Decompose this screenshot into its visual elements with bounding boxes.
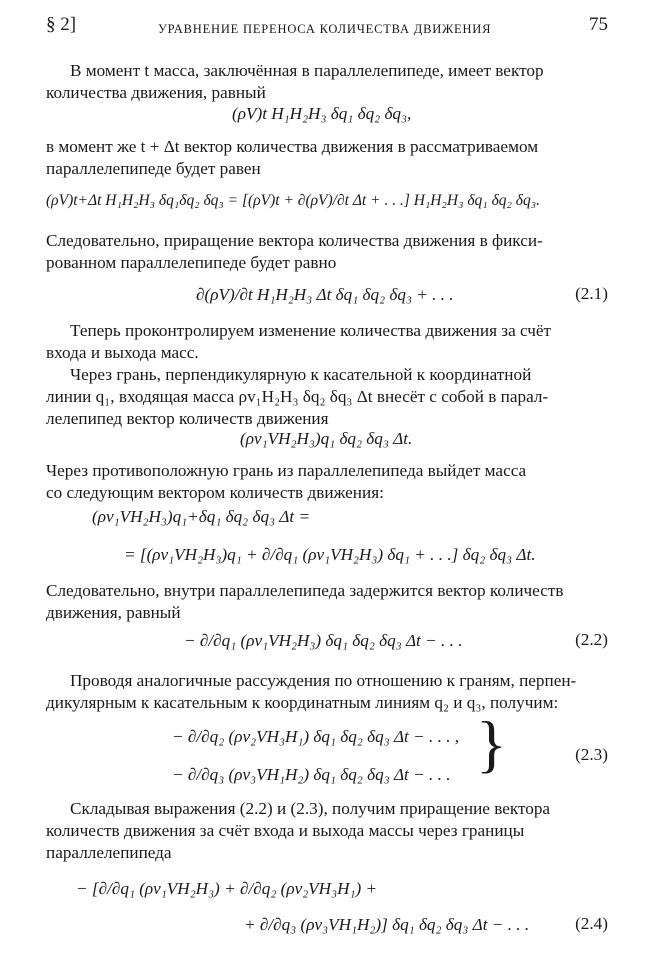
formula: = [(ρv₁VH₂H₃)q₁ + ∂/∂q₁ (ρv₁VH₂H₃) δq₁ + . . .] δq₂ δq₃ Δt. (124, 545, 536, 564)
formula: − ∂/∂q₃ (ρv₃VH₁H₂) δq₁ δq₂ δq₃ Δt − . . . (172, 765, 451, 784)
running-head-section: § 2] (46, 14, 77, 35)
paragraph-line: дикулярным к касательным к координатным линиям q₂ и q₃, получим: (46, 693, 559, 712)
paragraph-line: Проводя аналогичные рассуждения по отношению к граням, перпен- (70, 671, 577, 690)
formula: − ∂/∂q₁ (ρv₁VH₂H₃) δq₁ δq₂ δq₃ Δt − . . . (184, 631, 463, 650)
paragraph-line: со следующим вектором количеств движения: (46, 483, 384, 502)
paragraph-line: В момент t масса, заключённая в параллелепипеде, имеет вектор (70, 61, 544, 80)
formula: − ∂/∂q₂ (ρv₂VH₃H₁) δq₁ δq₂ δq₃ Δt − . . . , (172, 727, 460, 746)
equation-number: (2.4) (575, 914, 608, 933)
formula: (ρv₁VH₂H₃)q₁+δq₁ δq₂ δq₃ Δt = (92, 507, 311, 526)
paragraph-line: лелепипед вектор количеств движения (46, 409, 329, 428)
formula: + ∂/∂q₃ (ρv₃VH₁H₂)] δq₁ δq₂ δq₃ Δt − . . . (244, 915, 530, 934)
right-brace-symbol: } (476, 708, 507, 779)
paragraph-line: количеств движения за счёт входа и выхода массы через границы (46, 821, 525, 840)
formula: (ρV)t+Δt H₁H₂H₃ δq₁δq₂ δq₃ = [(ρV)t + ∂(ρV)/∂t Δt + . . .] H₁H₂H₃ δq₁ δq₂ δq₃. (46, 192, 541, 209)
running-head-title: УРАВНЕНИЕ ПЕРЕНОСА КОЛИЧЕСТВА ДВИЖЕНИЯ (158, 22, 492, 36)
formula: ∂(ρV)/∂t H₁H₂H₃ Δt δq₁ δq₂ δq₃ + . . . (196, 285, 454, 304)
formula: (ρV)t H₁H₂H₃ δq₁ δq₂ δq₃, (232, 104, 412, 123)
paragraph-line: Через грань, перпендикулярную к касательной к координатной (70, 365, 532, 384)
paragraph-line: Теперь проконтролируем изменение количества движения за счёт (70, 321, 552, 340)
paragraph-line: входа и выхода масс. (46, 343, 199, 362)
equation-number: (2.3) (575, 745, 608, 764)
formula: − [∂/∂q₁ (ρv₁VH₂H₃) + ∂/∂q₂ (ρv₂VH₃H₁) + (76, 879, 378, 898)
paragraph-line: Следовательно, внутри параллелепипеда задержится вектор количеств (46, 581, 564, 600)
paragraph-line: Складывая выражения (2.2) и (2.3), получим приращение вектора (70, 799, 551, 818)
paragraph-line: в момент же t + Δt вектор количества движения в рассматриваемом (46, 137, 539, 156)
equation-number: (2.2) (575, 630, 608, 649)
formula: (ρv₁VH₂H₃)q₁ δq₂ δq₃ Δt. (240, 429, 413, 448)
equation-number: (2.1) (575, 284, 608, 303)
paragraph-line: параллелепипеда (46, 843, 172, 862)
page-number: 75 (589, 14, 608, 35)
paragraph-line: движения, равный (46, 603, 181, 622)
paragraph-line: рованном параллелепипеде будет равно (46, 253, 337, 272)
paragraph-line: параллелепипеде будет равен (46, 159, 261, 178)
paragraph-line: Следовательно, приращение вектора количества движения в фикси- (46, 231, 543, 250)
paragraph-line: количества движения, равный (46, 83, 266, 102)
paragraph-line: линии q₁, входящая масса ρv₁H₂H₃ δq₂ δq₃ Δt внесёт с собой в парал- (46, 387, 549, 406)
paragraph-line: Через противоположную грань из параллелепипеда выйдет масса (46, 461, 527, 480)
